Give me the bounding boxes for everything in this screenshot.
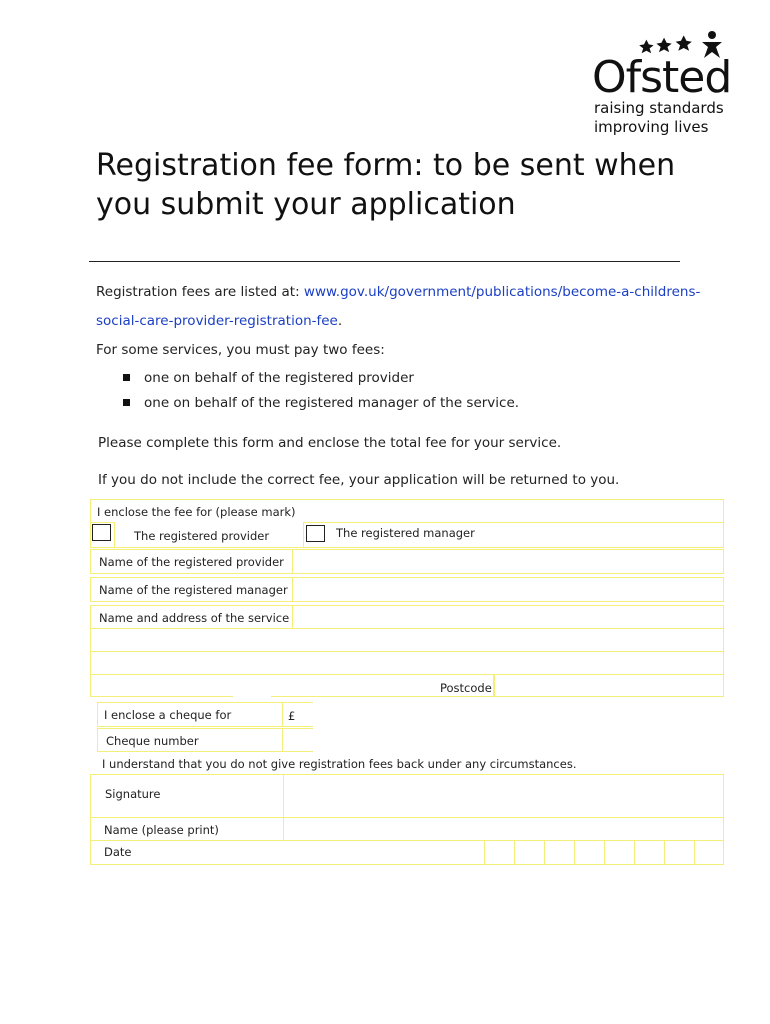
postcode-gap-mask <box>233 694 271 699</box>
fees-link-part-1[interactable]: www.gov.uk/government/publications/become-a-childrens- <box>303 284 701 300</box>
date-digit-box[interactable] <box>664 840 695 865</box>
fees-listed-line <box>96 284 700 300</box>
bullet-item <box>123 370 414 386</box>
signature-label-cell <box>90 774 284 818</box>
complete-form-text: Please complete this form and enclose the total fee for your service. <box>98 435 562 451</box>
postcode-input[interactable] <box>494 674 724 697</box>
date-digit-box[interactable] <box>634 840 665 865</box>
registered-provider-checkbox[interactable] <box>92 524 111 541</box>
date-digit-box[interactable] <box>484 840 515 865</box>
logo-tagline-2: improving lives <box>594 118 709 136</box>
date-digit-box[interactable] <box>604 840 635 865</box>
print-name-label: Name (please print) <box>104 823 219 837</box>
returned-warning-text: If you do not include the correct fee, your application will be returned to you. <box>98 472 620 488</box>
page-title <box>96 146 675 224</box>
address-input-line-1[interactable] <box>292 605 724 629</box>
provider-name-label-cell <box>90 549 293 574</box>
manager-name-input[interactable] <box>292 577 724 602</box>
signature-label: Signature <box>105 787 161 801</box>
print-name-input[interactable] <box>283 817 724 841</box>
date-digit-box[interactable] <box>514 840 545 865</box>
ofsted-logo <box>592 30 742 140</box>
address-input-line-2[interactable] <box>90 628 724 652</box>
enclose-fee-label: I enclose the fee for (please mark) <box>97 505 296 519</box>
cheque-number-input[interactable] <box>283 728 313 752</box>
bullet-text: one on behalf of the registered manager of the service. <box>144 395 520 411</box>
currency-symbol: £ <box>288 709 296 723</box>
postcode-label: Postcode <box>440 681 492 695</box>
cheque-number-label-cell <box>97 728 283 752</box>
registered-provider-label: The registered provider <box>134 529 270 543</box>
logo-tagline-1: raising standards <box>594 99 724 117</box>
bullet-text: one on behalf of the registered provider <box>144 370 414 386</box>
print-name-label-cell <box>90 817 284 841</box>
cheque-number-label: Cheque number <box>106 734 199 748</box>
page-title-line-2: you submit your application <box>96 187 516 222</box>
address-input-line-3[interactable] <box>90 651 724 675</box>
provider-name-label: Name of the registered provider <box>99 555 284 569</box>
cheque-amount-label-cell <box>97 702 283 727</box>
manager-name-label-cell <box>90 577 293 602</box>
registered-manager-checkbox[interactable] <box>306 525 325 542</box>
date-label: Date <box>104 845 132 859</box>
signature-input[interactable] <box>283 774 724 818</box>
square-bullet-icon <box>123 374 130 381</box>
date-digit-box[interactable] <box>694 840 724 865</box>
date-digit-box[interactable] <box>574 840 605 865</box>
cheque-amount-input[interactable] <box>283 702 313 727</box>
fees-suffix: . <box>337 313 343 329</box>
registered-manager-label: The registered manager <box>336 526 475 540</box>
date-digit-box[interactable] <box>544 840 575 865</box>
title-divider <box>89 261 680 262</box>
bullet-item <box>123 395 519 411</box>
cheque-amount-label: I enclose a cheque for <box>104 708 232 722</box>
page-title-line-1: Registration fee form: to be sent when <box>96 148 676 183</box>
no-refund-statement: I understand that you do not give registration fees back under any circumstances. <box>102 757 577 771</box>
provider-name-input[interactable] <box>292 549 724 574</box>
address-label-cell <box>90 605 293 629</box>
square-bullet-icon <box>123 399 130 406</box>
fees-prefix: Registration fees are listed at: <box>96 284 304 300</box>
two-fees-text: For some services, you must pay two fees: <box>96 342 385 358</box>
logo-wordmark: Ofsted <box>592 52 732 103</box>
address-input-line-4[interactable] <box>90 674 494 697</box>
enclose-fee-row <box>90 499 724 524</box>
fees-link-part-2[interactable]: social-care-provider-registration-fee <box>96 313 338 329</box>
fees-link-line-2 <box>96 313 342 329</box>
address-label: Name and address of the service <box>99 611 290 625</box>
manager-name-label: Name of the registered manager <box>99 583 288 597</box>
